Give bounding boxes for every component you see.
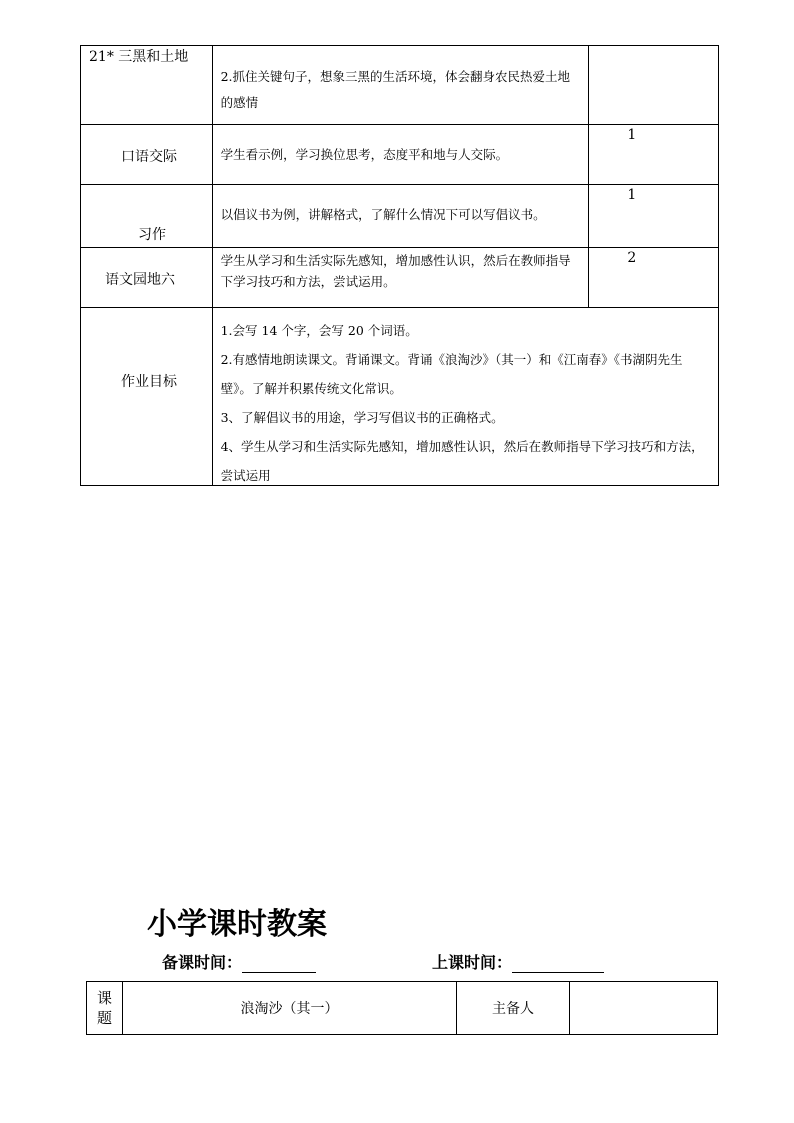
row-content: 学生看示例，学习换位思考，态度平和地与人交际。 <box>220 147 509 162</box>
prep-time-blank <box>242 956 316 973</box>
homework-line: 4、学生从学习和生活实际先感知，增加感性认识，然后在教师指导下学习技巧和方法，尝试运用 <box>220 439 704 483</box>
row-content: 以倡议书为例，讲解格式，了解什么情况下可以写倡议书。 <box>220 207 546 222</box>
homework-line: 3、了解倡议书的用途，学习写倡议书的正确格式。 <box>220 410 504 425</box>
preparer-label: 主备人 <box>457 982 570 1035</box>
unit-plan-table <box>80 45 719 486</box>
preparer-value <box>570 982 718 1035</box>
page-title: 小学课时教案 <box>147 907 327 942</box>
homework-line: 1.会写 14 个字，会写 20 个词语。 <box>220 323 418 338</box>
table-row <box>87 982 718 1035</box>
table-row-homework <box>81 308 719 486</box>
homework-label: 作业目标 <box>121 374 177 390</box>
row-label: 语文园地六 <box>105 272 175 288</box>
prep-time <box>162 950 316 973</box>
table-row <box>81 125 719 185</box>
row-content: 学生从学习和生活实际先感知，增加感性认识，然后在教师指导下学习技巧和方法，尝试运用。 <box>220 253 571 289</box>
class-time-label: 上课时间： <box>432 953 513 972</box>
prep-time-label: 备课时间： <box>162 953 243 972</box>
row-label: 习作 <box>138 227 166 243</box>
row-hours: 2 <box>627 250 637 266</box>
class-time-blank <box>512 956 604 973</box>
row-content: 2.抓住关键句子，想象三黑的生活环境，体会翻身农民热爱土地的感情 <box>220 69 571 110</box>
row-label: 口语交际 <box>121 149 177 165</box>
topic-label-cell <box>87 982 123 1035</box>
topic-label: 课题 <box>96 989 112 1027</box>
homework-line: 2.有感情地朗读课文。背诵课文。背诵《浪淘沙》（其一）和《江南春》《书湖阴先生壁》。了解并积累传统文化常识。 <box>220 352 683 396</box>
table-row <box>81 185 719 248</box>
table-row <box>81 248 719 308</box>
lesson-info-table <box>86 981 718 1035</box>
class-time <box>432 950 604 973</box>
row-hours: 1 <box>627 127 637 143</box>
topic-value: 浪淘沙（其一） <box>123 982 457 1035</box>
table-row <box>81 46 719 125</box>
homework-goals <box>221 316 712 490</box>
row-hours: 1 <box>627 187 637 203</box>
row-label: 21* 三黑和土地 <box>89 49 189 65</box>
